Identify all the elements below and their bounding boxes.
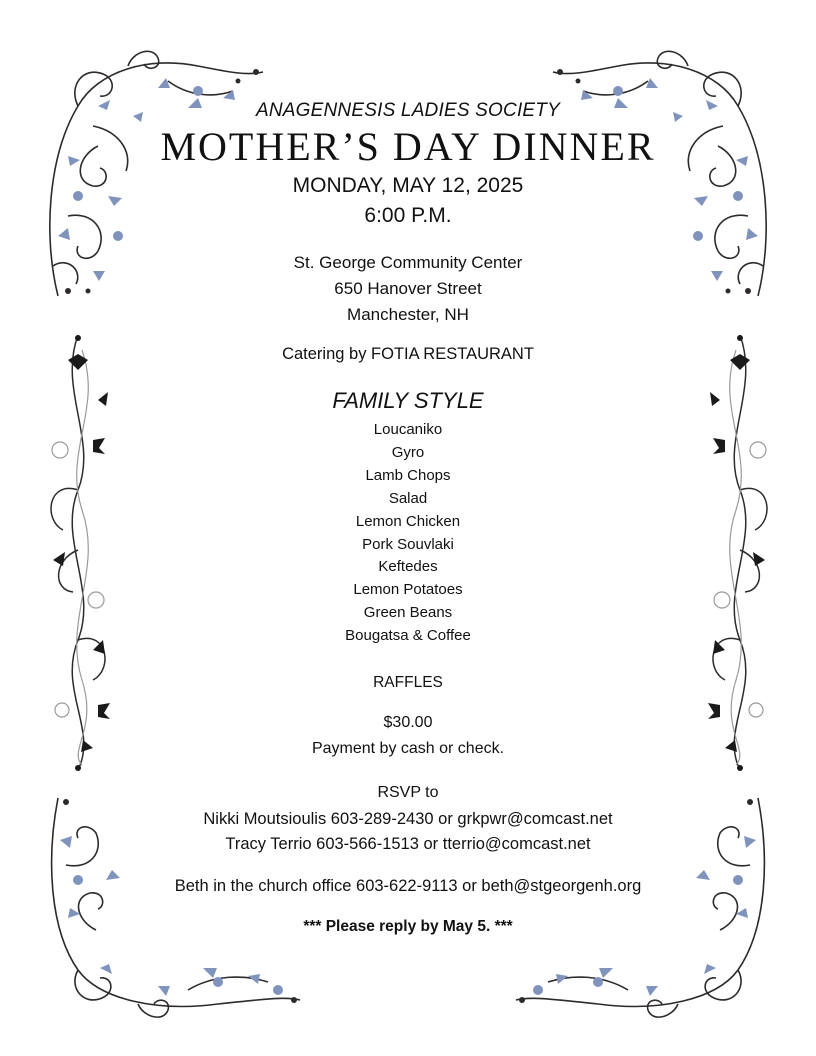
rsvp-contact: Nikki Moutsioulis 603-289-2430 or grkpwr@comcast.net <box>203 810 613 828</box>
venue-street: 650 Hanover Street <box>334 279 482 298</box>
menu-item: Lemon Potatoes <box>353 581 463 598</box>
payment-info: Payment by cash or check. <box>311 740 505 757</box>
menu-item: Green Beans <box>363 604 453 621</box>
menu-item: Keftedes <box>378 558 438 575</box>
venue-name: St. George Community Center <box>293 253 523 272</box>
page-title: MOTHER’S DAY DINNER <box>160 124 656 169</box>
rsvp-heading: RSVP to <box>377 784 439 801</box>
menu-item: Lamb Chops <box>365 467 451 484</box>
event-date: MONDAY, MAY 12, 2025 <box>292 174 524 197</box>
menu-item: Gyro <box>391 444 425 461</box>
raffles-note: RAFFLES <box>373 674 443 691</box>
rsvp-contact: Tracy Terrio 603-566-1513 or tterrio@comcast.net <box>225 835 591 853</box>
venue-city: Manchester, NH <box>347 305 469 324</box>
menu-item: Salad <box>388 490 428 507</box>
menu-item: Pork Souvlaki <box>362 536 454 553</box>
catering-info: Catering by FOTIA RESTAURANT <box>282 345 534 363</box>
menu-item: Bougatsa & Coffee <box>345 627 471 644</box>
society-name: ANAGENNESIS LADIES SOCIETY <box>255 100 560 121</box>
ticket-price: $30.00 <box>383 714 433 731</box>
rsvp-contact: Beth in the church office 603-622-9113 or beth@stgeorgenh.org <box>174 877 642 895</box>
reply-deadline: *** Please reply by May 5. *** <box>303 918 513 935</box>
menu-item: Lemon Chicken <box>355 513 461 530</box>
menu-heading: FAMILY STYLE <box>332 388 484 413</box>
menu-item: Loucaniko <box>373 421 443 438</box>
event-time: 6:00 P.M. <box>364 204 452 227</box>
